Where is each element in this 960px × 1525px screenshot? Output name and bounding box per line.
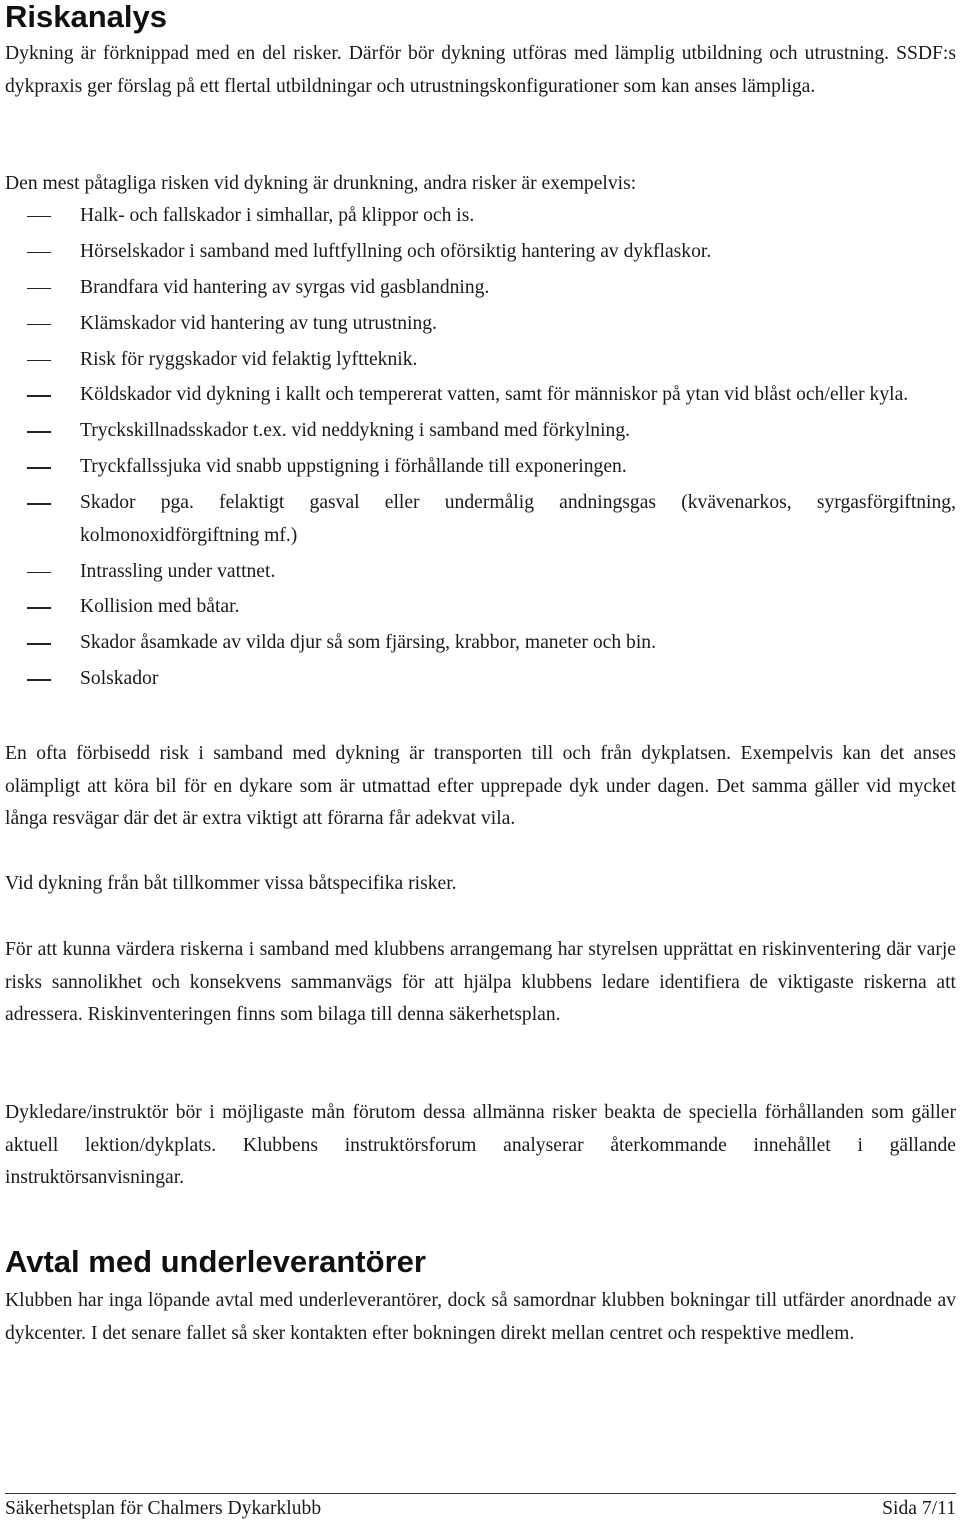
subcontractor-paragraph: Klubben har inga löpande avtal med underleverantörer, dock så samordnar klubben bokningar till utfärder anordnade av dykcenter. I det senare fallet så sker kontakten efter bokningen direkt mellan centret och respektive medlem. [5, 1290, 956, 1344]
list-item: Intrassling under vattnet. [5, 556, 956, 589]
list-item: Skador åsamkade av vilda djur så som fjärsing, krabbor, maneter och bin. [5, 627, 956, 660]
list-item: Köldskador vid dykning i kallt och tempererat vatten, samt för människor på ytan vid blåst och/eller kyla. [5, 379, 956, 412]
list-item: Skador pga. felaktigt gasval eller undermålig andningsgas (kvävenarkos, syrgasförgiftning, kolmonoxidförgiftning mf.) [5, 487, 956, 552]
dash-bullet [27, 679, 51, 680]
list-item: Kollision med båtar. [5, 591, 956, 624]
list-item: Halk- och fallskador i simhallar, på klippor och is. [5, 200, 956, 233]
dash-bullet [27, 431, 51, 432]
list-item: Risk för ryggskador vid felaktig lyftteknik. [5, 344, 956, 377]
dash-bullet [27, 607, 51, 608]
list-item: Tryckfallssjuka vid snabb uppstigning i förhållande till exponeringen. [5, 451, 956, 484]
leaders-paragraph: Dykledare/instruktör bör i möjligaste mån förutom dessa allmänna risker beakta de speciella förhållanden som gäller aktuell lektion/dykplats. Klubbens instruktörsforum analyserar återkommande innehållet i gällande instruktörsanvisningar. [5, 1102, 956, 1188]
list-item: Hörselskador i samband med luftfyllning och oförsiktig hantering av dykflaskor. [5, 236, 956, 269]
footer-title: Säkerhetsplan för Chalmers Dykarklubb [5, 1498, 322, 1519]
boat-paragraph: Vid dykning från båt tillkommer vissa båtspecifika risker. [5, 873, 457, 894]
list-item: Klämskador vid hantering av tung utrustning. [5, 308, 956, 341]
dash-bullet [27, 503, 51, 504]
transport-paragraph: En ofta förbisedd risk i samband med dykning är transporten till och från dykplatsen. Exempelvis kan det anses olämpligt att köra bil för en dykare som är utmattad efter upprepade dyk under dagen. Det samma gäller vid mycket långa resvägar där det är extra viktigt att förarna får adekvat vila. [5, 743, 956, 829]
page-number: Sida 7/11 [882, 1498, 956, 1519]
inventory-paragraph: För att kunna värdera riskerna i samband med klubbens arrangemang har styrelsen upprättat en riskinventering där varje risks sannolikhet och konsekvens sammanvägs för att hjälpa klubbens ledare identifiera de viktigaste riskerna att adressera. Riskinventeringen finns som bilaga till denna säkerhetsplan. [5, 939, 956, 1025]
risk-list [5, 200, 956, 699]
dash-bullet [27, 395, 51, 396]
intro-paragraph: Dykning är förknippad med en del risker. Därför bör dykning utföras med lämplig utbildning och utrustning. SSDF:s dykpraxis ger förslag på ett flertal utbildningar och utrustningskonfigurationer som kan anses lämpliga. [5, 43, 956, 97]
dash-bullet [27, 360, 51, 361]
section-heading-riskanalys: Riskanalys [5, 0, 167, 34]
list-item: Tryckskillnadsskador t.ex. vid neddykning i samband med förkylning. [5, 415, 956, 448]
dash-bullet [27, 572, 51, 573]
dash-bullet [27, 288, 51, 289]
dash-bullet [27, 467, 51, 468]
dash-bullet [27, 252, 51, 253]
dash-bullet [27, 643, 51, 644]
list-item: Solskador [5, 663, 956, 696]
dash-bullet [27, 324, 51, 325]
section-heading-avtal: Avtal med underleverantörer [5, 1244, 426, 1279]
risk-list-intro: Den mest påtagliga risken vid dykning är drunkning, andra risker är exempelvis: [5, 173, 637, 194]
dash-bullet [27, 216, 51, 217]
list-item: Brandfara vid hantering av syrgas vid gasblandning. [5, 272, 956, 305]
